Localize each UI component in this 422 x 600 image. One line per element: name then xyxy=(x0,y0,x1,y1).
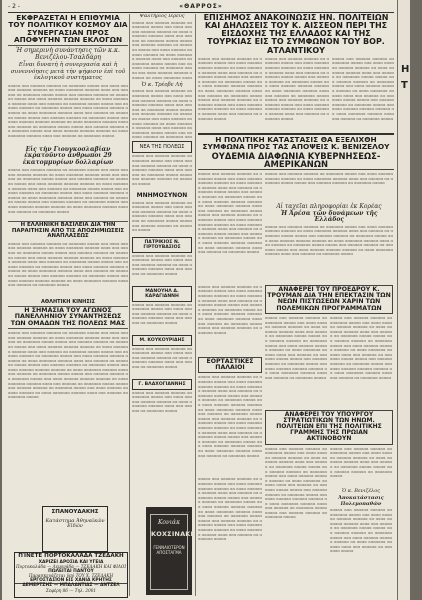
sports-headline: Η ΣΗΜΑΣΙΑ ΤΟΥ ΑΓΩΝΟΣ ΠΑΝΕΛΛΗΝΙΟΥ ΣΥΝΑΝΤΗΣΕΩΣ ΤΩΝ ΟΜΑΔΩΝ ΤΗΣ ΠΟΛΕΩΣ ΜΑΣ xyxy=(8,306,128,329)
notice-name: Γ. ΒΛΑΧΟΓΙΑΝΝΗΣ xyxy=(138,381,186,387)
ad-line: ΔΕΜΕΡΤΖΗΣ — ΜΠΑΛΑΝΤΙΑΣ — ΑΝΤΖΕΛ xyxy=(15,583,127,588)
nato-headline: ΕΠΙΣΗΜΟΣ ΑΝΑΚΟΙΝΩΣΙΣ ΗΝ. ΠΟΛΙΤΕΙΩΝ ΚΑΙ ΔΗΛΩΣΕΙΣ ΤΟΥ Κ. ΑΙΣΣΕΟΝ ΠΕΡΙ ΤΗΣ ΕΙΣΔΟΧΗΣ ΤΗΣ ΕΛΛΑΔΟΣ ΚΑΙ ΤΗΣ ΤΟΥΡΚΙΑΣ ΕΙΣ ΤΟ ΣΥΜΦΩΝΟΝ ΤΟΥ ΒΟΡ. ΑΤΛΑΝΤΙΚΟΥ xyxy=(203,14,389,55)
page-number: - 2 - xyxy=(8,3,20,10)
yugoslavia-headline: Εἰς τὴν Γιουγκοσλαβίαν ἐκρατοῦντο ἄνθρωποι 29 ἑκατομμυρίων δολλαρίων xyxy=(22,145,114,166)
article-text: ααααα ααα αααααα αααααα αα ααααααα ααααα ααα αααα αααααα αααααα αααααα αα αααα ααααααα αααααα αααα ααα αααααα αα ααααααα ααααα ααααα ααα αααααα αααααα αα ααααααα ααααα ααα αααα αααααα αααααα αααααα αα αααα ααααααα αααααα αααα ααα αααααα αα ααααααα ααααα ααααα ααα αααααα αααααα αα ααααααα ααααα ααα αααα αααααα αααααα αααααα αα αααα ααααααα αααααα αααα ααα αααααα αα ααααααα ααααα ααααα ααα αααααα αααααα αα ααααααα ααααα ααα αααα αααααα αααααα αααααα αα αααα ααααααα αααααα αααα ααα αααααα αα ααααααα ααααα ααααα ααα αααααα αααααα αα ααααααα ααααα ααα αααα αααααα αααααα αααααα αα αααα ααααααα αααααα αααα ααα αααααα αα ααααααα ααααα ααααα ααα αααααα αααααα αα ααααααα ααααα ααα αααα αααααα αααααα αααααα αα αααα ααααααα αααααα αααα ααα αααααα αα ααααααα ααααα xyxy=(8,331,128,400)
venizelos-label: Ὁ κ. Βενιζέλος xyxy=(341,487,381,494)
article-text: ααααα ααα αααααα αααααα αα ααααααα ααααα ααα αααα αααααα αααααα αααααα αα αααα ααααααα αααααα αααα ααα αααααα αα ααααααα ααααα ααααα ααα αααααα αααααα αα ααααααα ααααα ααα αααα αααααα αααααα αααααα αα αααα ααααααα αααααα αααα ααα αααααα αα ααααααα ααααα ααααα ααα αααααα αααααα αα ααααααα ααααα xyxy=(198,284,262,335)
article-text: ααααα ααα αααααα αααααα αα ααααααα ααααα ααα αααα αααααα αααααα αααααα αα αααα ααααααα αααααα αααα ααα αααααα αα ααααααα ααααα ααααα ααα αααααα αααααα αα ααααααα ααααα xyxy=(330,446,392,479)
masthead-rule xyxy=(8,12,394,13)
article-text: ααααα ααα αααααα αααααα αα ααααααα ααααα ααα αααα αααααα αααααα αααααα αα αααα ααααααα αααααα αααα ααα αααααα αα ααααααα ααααα ααααα ααα αααααα αααααα αα ααααααα ααααα ααα αααα αααααα αααααα αααααα αα αααα ααααααα αααααα αααα ααα αααααα αα ααααααα ααααα ααααα ααα αααααα αααααα αα ααααααα ααααα ααα αααα αααααα αααααα αααααα αα αααα ααααααα αααααα αααα ααα αααααα αα ααααααα ααααα ααααα ααα αααααα αααααα αα ααααααα ααααα xyxy=(265,446,327,520)
article-text: ααααα ααα αααααα αααααα αα ααααααα ααααα ααα αααα αααααα αααααα αααααα αα αααα ααααααα αααααα αααα ααα αααααα αα ααααααα ααααα ααααα ααα αααααα αααααα αα ααααααα ααααα ααα αααα αααααα αααααα αααααα αα αααα ααααααα αααααα αααα ααα αααααα αα ααααααα ααααα ααααα ααα αααααα αααααα αα ααααααα ααααα ααα αααα αααααα αααααα αααααα αα αααα ααααααα αααααα αααα ααα αααααα αα ααααααα ααααα xyxy=(198,56,262,121)
column-notices xyxy=(132,14,192,504)
konyak-name: ΚΟΧΣΙΝΑΚΗ xyxy=(151,530,197,538)
korea-block xyxy=(265,172,393,283)
notice-box xyxy=(132,335,192,346)
memorial-title: ΜΝΗΜΟΣΥΝΟΝ xyxy=(136,192,188,200)
greek-kingdom-headline: Η ΕΛΛΗΝΙΚΗ ΒΑΣΙΛΕΙΑ ΔΙΑ ΤΗΝ ΠΑΡΑΙΤΗΣΙΝ ΑΠΟ ΤΙΣ ΑΠΟΖΗΜΙΩΣΕΙΣ ΑΝΑΠΛΑΣΕΩΣ xyxy=(8,221,128,240)
ad-title: ΠΊΝΕΤΕ ΠΟΡΤΟΚΑΛΆΔΑ ΤΖΕΔΑΚΗ xyxy=(18,553,124,559)
notice-box xyxy=(132,286,192,302)
lower-left-subcol xyxy=(198,285,262,558)
column-right xyxy=(198,14,394,600)
truman-headline: ΑΝΑΦΕΡΕΙ ΤΟΥ ΠΡΟΕΔΡΟΥ Κ. ΤΡΟΥΜΑΝ ΔΙΑ ΤΗΝ ΕΠΕΚΤΑΣΙΝ ΤΩΝ ΝΕΩΝ ΠΙΣΤΩΣΕΩΝ ΧΑΡΙΝ ΤΩΝ ΠΟΛΕΜΙΚΩΝ ΠΡΟΓΡΑΜΜΑΤΩΝ xyxy=(265,285,393,314)
ad-line: ΧΑΡΙΖΕΙ ΔΡΟΣΙΑ ΚΑΙ ΥΓΕΙΑ xyxy=(38,559,104,565)
column-rule xyxy=(195,14,196,596)
ad-line: Παρασκευάζεται ὑπό ΤΟΥ Χ. ΤΖΕΔΑΚΗ xyxy=(28,573,114,579)
edge-letter: Η xyxy=(401,64,410,75)
political-situation-headline: Η ΠΟΛΙΤΙΚΗ ΚΑΤΑΣΤΑΣΙΣ ΘΑ ΕΞΕΛΙΧΘΗ ΣΥΜΦΩΝΑ ΠΡΟΣ ΤΑΣ ΑΠΟΨΕΙΣ Κ. ΒΕΝΙΖΕΛΟΥ xyxy=(198,133,394,151)
article-text: ααααα ααα αααααα αααααα αα ααααααα ααααα ααα αααα αααααα αααααα αααααα αα αααα ααααααα αααααα αααα ααα αααααα αα ααααααα ααααα ααααα ααα αααααα αααααα αα ααααααα ααααα ααα αααα αααααα αααααα αααααα αα αααα ααααααα αααααα αααα ααα αααααα αα ααααααα ααααα ααααα ααα αααααα αααααα αα ααααααα ααααα ααα αααα αααααα αααααα αααααα αα αααα ααααααα αααααα αααα ααα αααααα αα ααααααα ααααα ααααα ααα αααααα αααααα αα ααααααα ααααα ααα αααα αααααα αααααα αααααα αα αααα ααααααα αααααα αααα ααα αααααα αα ααααααα ααααα ααααα ααα αααααα αααααα αα ααααααα ααααα ααα αααα αααααα αααααα αααααα αα αααα ααααααα αααααα αααα ααα αααααα αα ααααααα ααααα xyxy=(8,83,128,139)
tzedaki-ad xyxy=(14,552,128,598)
article-text: ααααα ααα αααααα αααααα αα ααααααα ααααα ααα αααα αααααα αααααα αααααα αα αααα ααααααα αααααα αααα ααα αααααα αα ααααααα ααααα ααααα ααα αααααα αααααα αα ααααααα ααααα ααα αααα αααααα αααααα αααααα αα αααα ααααααα αααααα αααα ααα αααααα αα ααααααα ααααα xyxy=(330,508,392,554)
sports-section-label: ΑΘΛΗΤΙΚΗ ΚΙΝΗΣΙΣ xyxy=(40,298,96,305)
article-text: ααααα ααα αααααα αααααα αα ααααααα ααααα ααα αααα αααααα αααααα αααααα αα αααα ααααααα αααααα αααα ααα αααααα αα ααααααα ααααα ααααα ααα αααααα αααααα αα ααααααα ααααα ααα αααα αααααα αααααα αααααα αα αααα ααααααα αααααα αααα ααα αααααα αα ααααααα ααααα ααααα ααα αααααα αααααα αα ααααααα ααααα ααα αααα αααααα αααααα αααααα αα αααα ααααααα αααααα αααα ααα αααααα αα ααααααα ααααα xyxy=(198,477,262,542)
article-text: ααααα ααα αααααα αααααα αα ααααααα ααααα ααα αααα αααααα αααααα αααααα αα αααα ααααααα αααααα αααα ααα αααααα αα ααααααα ααααα xyxy=(132,390,192,413)
edge-letter: Τ xyxy=(401,80,408,91)
article-text: ααααα ααα αααααα αααααα αα ααααααα ααααα ααα αααα αααααα αααααα αααααα αα αααα ααααααα αααααα αααα ααα αααααα αα ααααααα ααααα ααααα ααα αααααα αααααα αα ααααααα ααααα ααα αααα αααααα αααααα αααααα αα αααα ααααααα αααααα αααα ααα αααααα αα ααααααα ααααα ααααα ααα αααααα αααααα αα ααααααα ααααα ααα αααα αααααα αααααα αααααα αα αααα ααααααα αααααα αααα ααα αααααα αα ααααααα ααααα xyxy=(332,56,394,121)
korea-headline: Αἱ ταχεῖαι πληροφορίαι ἐκ Κορέας xyxy=(276,203,382,210)
war-victims-label: Ἀποκατάστασις Πολεμοπαθῶν xyxy=(338,495,384,507)
notice-name: ΜΑΝΟΥΗΛ Δ. ΚΑΡΑΓΙΑΝΝΗ xyxy=(145,288,179,299)
top-note: Ψαλτήριος Ιερεύς xyxy=(139,14,185,19)
ad-line: ΕΡΓΟΣΤΑΣΙΟΝ ΕΙΣ ΧΑΝΙΑ ΚΡΗΤΗΣ xyxy=(30,577,112,583)
notice-name: ΠΑΤΡΙΚΙΟΣ Ν. ΓΙΡΤΟΥΒΑΣΙΟΣ xyxy=(143,239,181,250)
city-news-title: ΝΕΑ ΤΗΣ ΠΟΛΕΩΣ xyxy=(132,141,192,153)
notice-box xyxy=(132,379,192,390)
lead-headline: ΕΚΦΡΑΖΕΤΑΙ Η ΕΠΙΘΥΜΙΑ ΤΟΥ ΠΟΛΙΤΙΚΟΥ ΚΟΣΜΟΥ ΔΙΑ ΣΥΝΕΡΓΑΣΙΑΝ ΠΡΟΣ ΑΠΟΦΥΓΗΝ ΤΩΝ ΕΚΛΟΓΩΝ xyxy=(8,14,128,45)
article-text: ααααα ααα αααααα αααααα αα ααααααα ααααα ααα αααα αααααα αααααα αααααα αα αααα ααααααα αααααα αααα ααα αααααα αα ααααααα ααααα xyxy=(132,253,192,276)
nato-article xyxy=(198,57,394,131)
konyak-brand: Κονιάκ xyxy=(157,519,181,526)
article-text: ααααα ααα αααααα αααααα αα ααααααα ααααα ααα αααα αααααα αααααα αααααα αα αααα ααααααα αααααα αααα ααα αααααα αα ααααααα ααααα ααααα ααα αααααα αααααα αα ααααααα ααααα ααα αααα αααααα αααααα αααααα αα αααα ααααααα αααααα αααα ααα αααααα αα ααααααα ααααα ααααα ααα αααααα αααααα αα ααααααα ααα xyxy=(132,89,192,140)
article-text: ααααα ααα αααααα αααααα αα ααααααα ααααα ααα αααα αααααα αααααα αααααα αα αααα ααααααα αααααα αααα ααα αααααα αα ααααααα ααααα ααααα ααα αααααα αααααα αα ααααααα ααααα ααα αααα αααααα αααααα αααααα αα αααα ααααααα αααααα αααα ααα αααααα αα ααααααα ααααα ααααα ααα αααααα αααααα αα ααααααα ααααα ααα αααα αααααα αααααα αααααα αα αααα ααααααα αααααα αααα ααα αααααα αα ααααααα ααααα ααααα ααα αααααα αααααα αα ααααααα ααααα ααα αααα αααααα αααααα αααααα αα αααα ααααααα αααααα αααα ααα αααααα αα ααααααα ααααα xyxy=(8,168,128,214)
trygve-lie-headline: Ὁ κ. Τρέοβε Λή xyxy=(141,81,183,88)
lower-right-block xyxy=(198,285,394,558)
article-text: ααααα ααα αααααα αααααα αα ααααααα ααααα ααα αααα αααααα αααααα αααααα αα αααα ααααααα αααααα αααα ααα αααααα αα ααααααα ααααα ααααα ααα αααααα αααααα αα ααααααα ααααα ααα αααα αααααα αααααα αααααα αα αααα ααααααα αααααα αααα ααα αααααα αα ααααααα ααααα ααααα ααα αααααα αααααα αα ααααααα ααααα ααα αααα αααααα αααααα αααααα αα αααα ααααααα αααααα αααα ααα αααααα αα ααααααα ααααα ααααα ααα αααααα αααααα αα ααααααα ααααα ααα αααα αααααα αααααα αααααα αα αααα ααααααα αααααα αααα ααα αααααα αα ααααααα ααααα xyxy=(198,172,262,255)
political-article xyxy=(198,172,394,283)
defense-secretary-headline: ΑΝΑΦΕΡΕΙ ΤΟΥ ΥΠΟΥΡΓΟΥ ΣΤΡΑΤΙΩΤΙΚΩΝ ΤΩΝ ΗΝΩΜ. ΠΟΛΙΤΕΙΩΝ ΕΠΙ ΤΗΣ ΠΟΛΙΤΙΚΗΣ ΓΡΑΜΜΗΣ ΤΗΣ ΠΡΩΙΑΝ ΑΚΤΙΝΟΒΟΥΝ xyxy=(265,410,393,445)
article-text: ααααα ααα αααααα αααααα αα ααααααα ααααα ααα αααα αααααα αααααα αααααα αα αααα ααααααα αααααα αααα ααα αααααα αα ααααααα ααααα ααααα ααα αααααα αααααα αα ααααααα ααααα ααα αααα αααααα αααααα αααααα αα αααα ααααααα αααααα αααα ααα αααααα αα ααααααα ααααα ααααα ααα αααααα αααααα αα ααααααα ααααα ααα αααα αααααα αααααα αααααα αα αααα ααααααα αααααα αααα ααα αααααα αα ααααααα ααααα xyxy=(265,224,393,257)
ad-line: ΠΩΛΕΙΤΑΙ ΠΑΝΤΟΥ xyxy=(48,568,94,574)
article-text: ααααα ααα αααααα αααααα αα ααααααα ααααα ααα αααα αααααα αααααα αααααα αα αααα ααααααα αααααα αααα ααα αααααα αα ααααααα ααααα xyxy=(132,346,192,369)
no-disagreement-headline: ΟΥΔΕΜΙΑ ΔΙΑΦΩΝΙΑ ΚΥΒΕΡΝΗΣΕΩΣ-ΑΜΕΡΙΚΑΝΩΝ xyxy=(198,152,394,170)
ad-line: Πορτοκαλάδα — Λεμονάδα — ΤΖΕΔΑΚΗ ΚΑΙ ΦΙΛΟΙ xyxy=(15,564,127,570)
notice-name: Μ. ΚΟΥΚΟΥΡΙΔΗΣ xyxy=(139,337,185,343)
ad-title: ΣΠΑΝΟΥΔΑΚΗΣ xyxy=(51,509,99,515)
article-text: ααααα ααα αααααα αααααα αα ααααααα ααααα ααα αααα αααααα αααααα αααααα αα αααα ααααααα αααααα αααα ααα αααααα αα ααααααα ααααα ααααα ααα αααααα αααααα αα ααααααα ααααα ααα αααα αααααα αααααα αααααα αα αααα ααααααα αααααα αααα ααα αααααα αα ααααααα ααααα ααααα ααα αααααα αααααα αα ααααααα ααααα ααα αααα αααααα αααααα αααααα αα αααα ααααααα αααααα αααα ααα αααααα αα ααααααα ααααα xyxy=(330,316,392,380)
lead-subhead: Ἡ σημερινὴ συνάντησις τῶν κ.κ. Βενιζέλου-Τσαλδάρη xyxy=(15,46,121,61)
article-text: ααααα ααα αααααα αααααα αα ααααααα ααααα ααα αααα αααααα αααααα αααααα αα αααα ααααααα αααααα αααα ααα αααααα αα ααααααα ααααα ααααα ααα αααααα αααααα αα ααααααα ααααα ααα αααα αααααα αααααα αααααα αα αααα ααααααα αααααα αααα ααα αααααα αα ααααααα ααααα ααααα ααα αααααα αααααα αα ααααααα ααααα ααα αααα αααααα αααααα αααααα αα αααα ααααααα αααααα αααα ααα αααααα αα ααααααα ααααα ααααα ααα αααααα αααααα αα ααααααα ααααα ααα αααα αααααα αααααα αααααα αα αααα ααααααα αααααα αααα ααα αααααα αα ααααααα ααααα xyxy=(8,241,128,288)
article-text: ααααα ααα αααααα αααααα αα ααααααα ααααα ααα αααα αααααα αααααα αααααα αα αααα ααααααα αααααα αααα ααα αααααα αα ααααααα ααααα xyxy=(132,302,192,325)
konyak-label xyxy=(150,514,197,590)
masthead xyxy=(8,3,394,12)
festival-headline: ΕΟΡΤΑΣΤΙΚΕΣ ΠΑΛΑΙΟΙ xyxy=(198,357,262,374)
greek-forces-headline: Ἡ Ἀρέσα τῶν δυνάμεων τῆς Ἑλλάδος xyxy=(280,209,378,224)
ad-text: Κατάστημα Ἀθηναϊκῶν Εἰδῶν xyxy=(45,517,105,530)
article-text: ααααα ααα αααααα αααααα αα ααααααα ααααα ααα αααα αααααα αααααα αααααα αα αααα ααααααα αααααα αααα ααα αααααα αα ααααααα ααααα ααααα ααα αααααα αααααα αα ααααααα ααααα xyxy=(265,172,393,186)
ad-line: Σεφέρη 86 — Τηλ. 2001 xyxy=(45,587,97,593)
article-text: ααααα ααα αααααα αααααα αα ααααααα ααααα ααα αααα αααααα αααααα αααααα αα αααα ααααααα αααααα αααα ααα αααααα αα ααααααα ααααα ααααα ααα αααααα αααααα αα ααααααα ααααα xyxy=(132,154,192,186)
defense-article xyxy=(265,447,393,559)
konyak-ad xyxy=(146,507,197,595)
lower-right-subcol xyxy=(265,285,393,558)
column-rule xyxy=(129,14,130,596)
defense-side xyxy=(330,447,392,559)
article-text: ααααα ααα αααααα αααααα αα ααααααα ααααα ααα αααα αααααα αααααα αααααα αα αααα ααααααα αααααα αααα ααα αααααα αα ααααααα ααααα ααααα ααα αααααα αααααα αα ααααααα ααααα ααα αααα αααααα αααααα αααααα αα αααα ααααααα αααααα αααα ααα αααααα αα ααααααα ααααα ααααα ααα αααααα αααααα αα ααααααα ααααα ααα αααα αααααα αααααα αααααα αα αααα ααααααα αααααα αααα ααα αααααα αα ααααααα ααααα ααααα ααα αααααα αααααα αα ααααααα ααααα ααα αααα αααααα αααααα αααααα αα αααα ααααααα αααααα αααα ααα αααααα αα ααααααα ααααα xyxy=(198,375,262,458)
notice-box xyxy=(132,237,192,253)
spanoudakis-ad xyxy=(42,506,108,552)
article-text: ααααα ααα αααααα αααααα αα ααααααα ααααα ααα αααα αααααα αααααα αααααα αα αααα ααααααα αααααα αααα ααα αααααα αα ααααααα ααααα ααααα ααα αααααα αααααα αα ααααααα ααααα xyxy=(132,200,192,233)
newspaper-name: «ΘΑΡΡΟΣ» xyxy=(179,3,223,10)
article-text: ααααα ααα αααααα αααααα αα ααααααα ααααα ααα αααα αααααα αααααα αααααα αα αααα ααααααα αααααα αααα ααα αααααα αα ααααααα ααααα ααααα ααα αααααα αααααα αα ααααααα ααααα ααα αααα αααααα αααααα αααααα αα αααα ααααααα αααααα αααα ααα αααααα αα ααααααα ααααα ααααα ααα αααααα αααααα αα ααααααα ααααα ααα αααα αααααα αααααα αααααα αα αααα ααααααα αααααα αααα ααα αααααα αα ααααααα ααααα xyxy=(265,56,329,121)
newspaper-page xyxy=(2,0,410,600)
konyak-subtitle: ΓΕΝΝΑΙΟΤΕΡΟΝ ΑΠΟΣΤΑΓΜΑ xyxy=(153,545,185,555)
truman-article xyxy=(265,316,393,408)
article-text: ααααα ααα αααααα αααααα αα ααααααα ααααα ααα αααα αααααα αααααα αααααα αα αααα ααααααα αααααα αααα ααα αααααα αα ααααααα ααααα ααααα ααα αααααα αααααα αα ααααααα ααααα ααα αααα αααααα αααααα αααααα αα αααα ααααααα αααααα αααα ααα αααααα αα ααααααα ααααα ααααα ααα αααααα αααααα αα ααααααα ααααα ααα αααα αααααα αααααα αααααα αα αααα ααααααα αααααα αααα ααα αααααα αα ααααααα ααααα xyxy=(265,316,327,380)
adjacent-page-edge xyxy=(397,0,410,600)
column-left xyxy=(8,14,128,424)
lead-subhead-2: Εἶναι δυνατὴ ἡ συνεργασία καὶ ἡ συνεννόησις μετὰ τὴν ψήφισιν ἐπὶ τοῦ ἐκλογικοῦ συστήματος xyxy=(10,62,126,82)
article-text: ααααα ααα αααααα αααααα αα ααααααα ααααα ααα αααα αααααα αααααα αααααα αα αααα ααααααα αααααα αααα ααα αααααα αα ααααααα ααααα ααααα ααα αααααα αααααα αα ααααααα ααααα ααα αααα αααααα αααααα αααααα αα αααα ααααααα αααααα αααα ααα αααααα αα ααααααα ααααα ααααα ααα αααααα αααααα αα ααααααα ααααα ααα αααα αααααα αααααα αααααα αα αααα ααααααα αααα xyxy=(132,20,192,80)
